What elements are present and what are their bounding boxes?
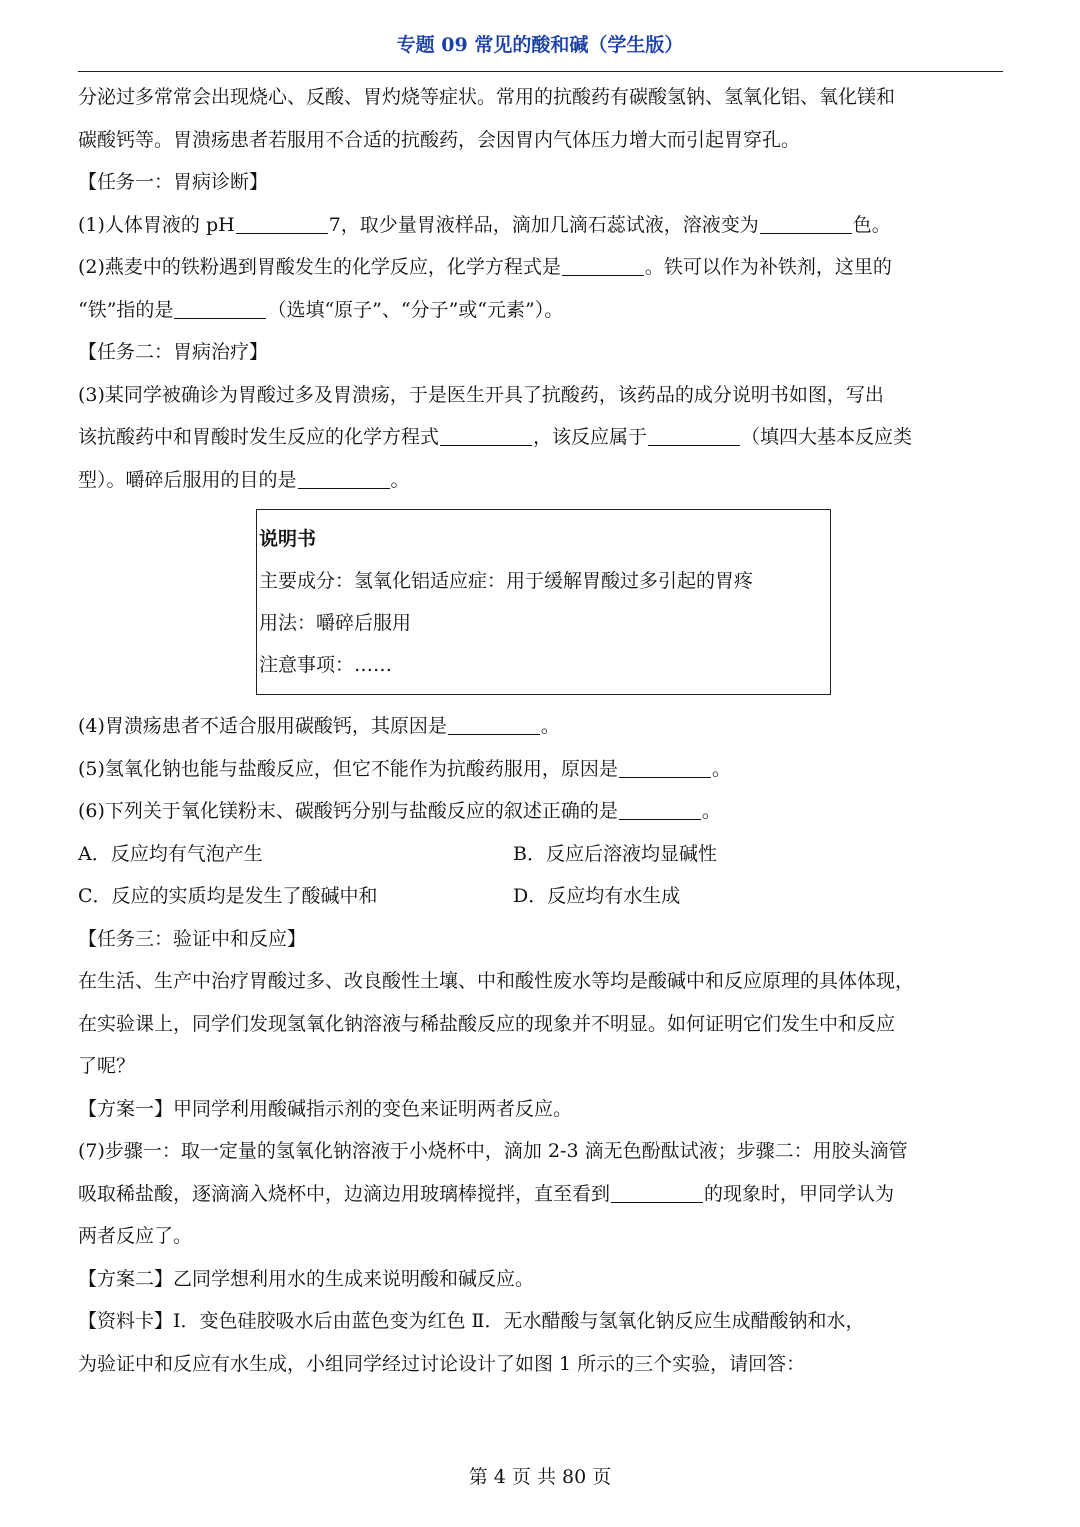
document-body xyxy=(78,76,1003,1385)
option-c[interactable]: C．反应的实质均是发生了酸碱中和 xyxy=(78,885,378,907)
plan-1: 【方案一】甲同学利用酸碱指示剂的变色来证明两者反应。 xyxy=(78,1097,573,1120)
answer-blank[interactable] xyxy=(619,758,711,778)
task3-heading: 【任务三：验证中和反应】 xyxy=(78,927,307,950)
question-5: (5)氢氧化钠也能与盐酸反应，但它不能作为抗酸药服用，原因是 。 xyxy=(78,757,731,780)
task3-text-line-3: 了呢？ xyxy=(78,1055,136,1077)
task3-text-line-1: 在生活、生产中治疗胃酸过多、改良酸性土壤、中和酸性废水等均是酸碱中和反应原理的具体体现， xyxy=(78,970,915,992)
answer-blank[interactable] xyxy=(648,426,740,446)
option-a[interactable]: A．反应均有气泡产生 xyxy=(78,842,263,865)
question-7-line-1: (7)步骤一：取一定量的氢氧化钠溶液于小烧杯中，滴加 2-3 滴无色酚酞试液；步骤二：用胶头滴管 xyxy=(78,1140,908,1162)
intro-line-1: 分泌过多常常会出现烧心、反酸、胃灼烧等症状。常用的抗酸药有碳酸氢钠、氢氧化铝、氧化镁和 xyxy=(78,86,896,108)
answer-blank[interactable] xyxy=(440,426,532,446)
task1-heading: 【任务一：胃病诊断】 xyxy=(78,171,269,193)
option-d[interactable]: D．反应均有水生成 xyxy=(513,885,681,907)
question-1: (1)人体胃液的 pH 7，取少量胃液样品，滴加几滴石蕊试液，溶液变为 色。 xyxy=(78,213,891,236)
info-card-line-2: 为验证中和反应有水生成，小组同学经过讨论设计了如图 1 所示的三个实验，请回答： xyxy=(78,1352,806,1375)
page-header-title: 专题 09 常见的酸和碱（学生版） xyxy=(396,34,684,56)
leaflet-notes: 注意事项：…… xyxy=(259,654,393,676)
answer-blank[interactable] xyxy=(174,299,266,319)
answer-blank[interactable] xyxy=(760,214,852,234)
leaflet-title: 说明书 xyxy=(259,528,317,550)
page-number: 第 4 页 共 80 页 xyxy=(468,1466,612,1488)
instruction-leaflet-box xyxy=(256,509,831,695)
answer-blank[interactable] xyxy=(619,800,701,820)
options-row-1 xyxy=(78,833,1003,876)
question-2-line-1: (2)燕麦中的铁粉遇到胃酸发生的化学反应，化学方程式是 。铁可以作为补铁剂，这里的 xyxy=(78,256,892,278)
leaflet-usage: 用法：嚼碎后服用 xyxy=(259,612,412,634)
answer-blank[interactable] xyxy=(611,1183,703,1203)
task3-text-line-2: 在实验课上，同学们发现氢氧化钠溶液与稀盐酸反应的现象并不明显。如何证明它们发生中和反应 xyxy=(78,1012,896,1035)
leaflet-ingredients: 主要成分：氢氧化铝适应症：用于缓解胃酸过多引起的胃疼 xyxy=(259,570,754,592)
question-3-line-1: (3)某同学被确诊为胃酸过多及胃溃疡，于是医生开具了抗酸药，该药品的成分说明书如图，写出 xyxy=(78,383,884,406)
question-6: (6)下列关于氧化镁粉末、碳酸钙分别与盐酸反应的叙述正确的是 。 xyxy=(78,800,721,822)
question-7-line-2: 吸取稀盐酸，逐滴滴入烧杯中，边滴边用玻璃棒搅拌，直至看到 的现象时，甲同学认为 xyxy=(78,1182,895,1205)
answer-blank[interactable] xyxy=(562,256,644,276)
answer-blank[interactable] xyxy=(448,715,540,735)
task2-heading: 【任务二：胃病治疗】 xyxy=(78,341,269,363)
plan-2: 【方案二】乙同学想利用水的生成来说明酸和碱反应。 xyxy=(78,1267,535,1290)
answer-blank[interactable] xyxy=(298,469,390,489)
question-3-line-2: 该抗酸药中和胃酸时发生反应的化学方程式 ，该反应属于 （填四大基本反应类 xyxy=(78,426,913,448)
header-divider xyxy=(78,71,1003,72)
intro-line-2: 碳酸钙等。胃溃疡患者若服用不合适的抗酸药，会因胃内气体压力增大而引起胃穿孔。 xyxy=(78,128,801,151)
question-4: (4)胃溃疡患者不适合服用碳酸钙，其原因是 。 xyxy=(78,715,560,737)
info-card-line-1: 【资料卡】Ⅰ．变色硅胶吸水后由蓝色变为红色 Ⅱ．无水醋酸与氢氧化钠反应生成醋酸钠和水， xyxy=(78,1310,865,1332)
question-3-line-3: 型）。嚼碎后服用的目的是 。 xyxy=(78,468,410,491)
options-row-2 xyxy=(78,875,1003,918)
question-2-line-2: “铁”指的是 （选填“原子”、“分子”或“元素”）。 xyxy=(78,298,564,321)
option-b[interactable]: B．反应后溶液均显碱性 xyxy=(513,842,717,865)
answer-blank[interactable] xyxy=(236,214,328,234)
question-7-line-3: 两者反应了。 xyxy=(78,1225,193,1247)
